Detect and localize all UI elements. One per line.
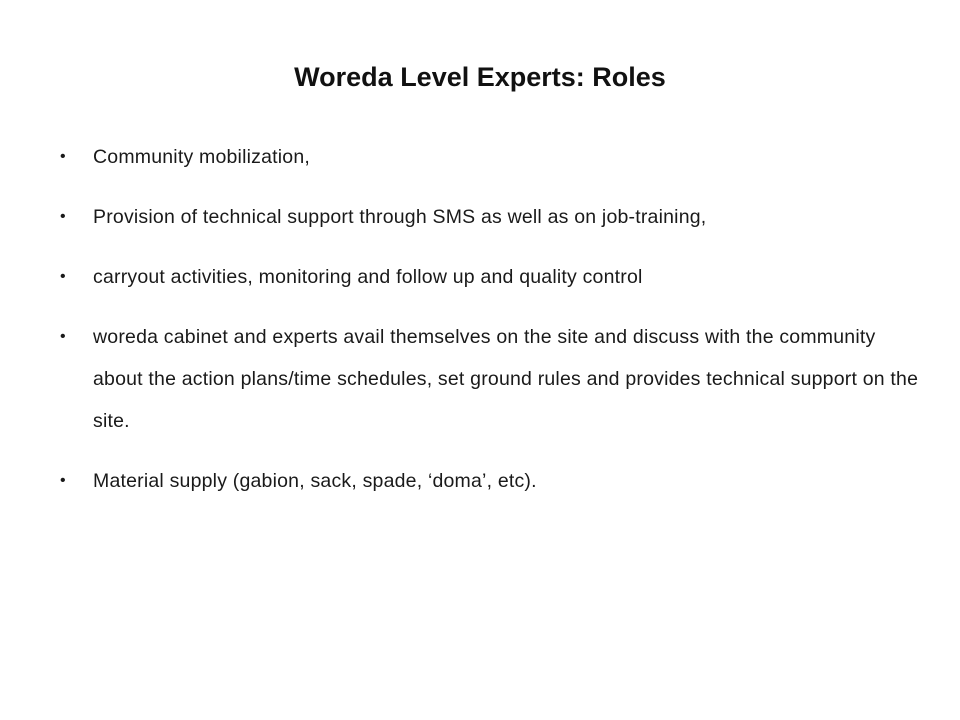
- bullet-icon: •: [60, 268, 66, 285]
- slide-title: Woreda Level Experts: Roles: [294, 62, 666, 92]
- bullet-icon: •: [60, 328, 66, 345]
- bullet-item: [60, 196, 920, 238]
- bullet-item: [60, 316, 920, 442]
- bullet-item: [60, 256, 920, 298]
- bullet-icon: •: [60, 208, 66, 225]
- bullet-icon: •: [60, 472, 66, 489]
- bullet-icon: •: [60, 148, 66, 165]
- bullet-text: Provision of technical support through SMS as well as on job-training,: [93, 206, 707, 228]
- bullet-list: [60, 136, 920, 520]
- bullet-text: Community mobilization,: [93, 146, 311, 168]
- bullet-item: [60, 136, 920, 178]
- bullet-text: woreda cabinet and experts avail themselves on the site and discuss with the community about the action plans/time schedules, set ground rules and provides technical support on the site.: [93, 326, 919, 432]
- bullet-text: carryout activities, monitoring and follow up and quality control: [93, 266, 643, 288]
- bullet-text: Material supply (gabion, sack, spade, ‘doma’, etc).: [93, 470, 537, 492]
- bullet-item: [60, 460, 920, 502]
